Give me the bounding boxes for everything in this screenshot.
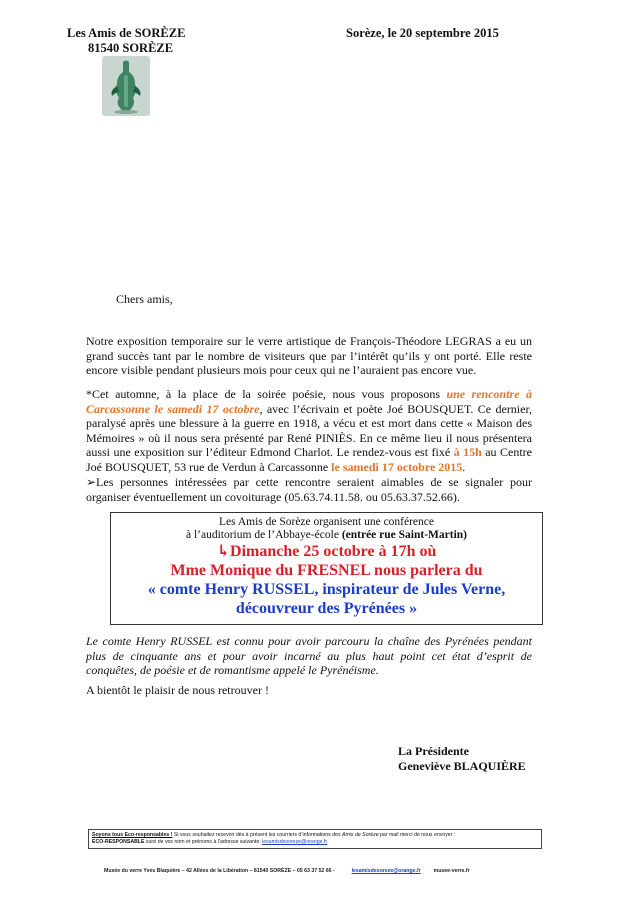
paragraph-exhibition: Notre exposition temporaire sur le verre artistique de François-Théodore LEGRAS a eu un grand succès tant par le nombre de visiteurs que par l’intérêt qu’ils y ont porté. Elle reste encore visible pendant plusieurs mois pour ceux qui ne l’auraient pas encore vue.: [86, 334, 532, 377]
eco-keyword: ECO-RESPONSABLE: [92, 839, 145, 845]
footer-website[interactable]: musee-verre.fr: [433, 868, 470, 874]
glass-vase-logo: [102, 56, 150, 116]
paragraph-text: *Cet automne, à la place de la soirée poésie, nous vous proposons: [86, 387, 447, 401]
venue-entrance: (entrée rue Saint-Martin): [341, 529, 467, 541]
conference-topic: « comte Henry RUSSEL, inspirateur de Jules Verne,: [147, 581, 506, 598]
paragraph-carcassonne: [86, 387, 532, 474]
arrow-icon: ↳: [216, 543, 231, 560]
conference-speaker: Mme Monique du FRESNEL nous parlera du: [170, 562, 483, 579]
conference-intro: Les Amis de Sorèze organisent une conférence: [218, 516, 434, 528]
paragraph-text: , avec l’écrivain et poète Joé BOUSQUET. Ce dernier, paralysé après une blessure à la guerre en 1918, a vécu et est mort dans cette « Maison des Mémoires » où il nous sera présenté par René PINIÈS. En ce même lieu il nous présentera aussi une exposition sur l’éditeur Edmond Charlot. Le rendez-vous est fixé: [86, 401, 532, 459]
signature-title: La Présidente: [398, 744, 469, 758]
conference-venue: [111, 529, 542, 542]
eco-text: suivi de vos nom et prénoms à l’adresse suivante:: [144, 839, 263, 845]
conference-date: [111, 542, 542, 561]
footer-address-line: [104, 868, 544, 875]
conference-date-text: Dimanche 25 octobre à 17h où: [230, 543, 437, 560]
eco-text: par mail merci de nous envoyer :: [378, 832, 456, 838]
glass-vase-icon: [102, 56, 150, 116]
footer-email-link[interactable]: lesamisdesoreze@orange.fr: [351, 868, 421, 874]
venue-text: à l’auditorium de l’Abbaye-école: [185, 529, 342, 541]
highlight-time: à 15h: [453, 445, 482, 459]
org-name: Les Amis de SORÈZE: [67, 26, 186, 40]
paragraph-text: .: [462, 459, 466, 474]
closing-line: A bientôt le plaisir de nous retrouver !: [86, 683, 269, 697]
eco-text: Si vous souhaitez recevoir dès à présent les courriers d’informations des: [172, 832, 342, 838]
eco-lead: Soyons tous Eco-responsables !: [92, 832, 173, 838]
highlight-rencontre: une rencontre à Carcassonne le samedi 17 octobre: [86, 387, 532, 416]
signature-name: Geneviève BLAQUIÈRE: [398, 759, 526, 773]
highlight-date: le samedi 17 octobre 2015: [331, 459, 463, 474]
paragraph-text: au Centre Joé BOUSQUET, 53 rue de Verdun à Carcassonne: [86, 445, 532, 474]
letter-date: Sorèze, le 20 septembre 2015: [346, 26, 499, 40]
greeting: Chers amis,: [116, 292, 173, 306]
paragraph-russel: Le comte Henry RUSSEL est connu pour avoir parcouru la chaîne des Pyrénées pendant plus de cinquante ans et pour avoir incarné au plus haut point cet état d’esprit de conquêtes, de poésie et de romantisme appelé le Pyrénéisme.: [86, 634, 532, 677]
conference-box: [110, 512, 543, 625]
eco-notice-box: [88, 829, 542, 849]
paragraph-carpool: ➢Les personnes intéressées par cette rencontre seraient aimables de se signaler pour organiser éventuellement un covoiturage (05.63.74.11.58. ou 05.63.37.52.66).: [86, 475, 532, 504]
footer-address: Musée du verre Yves Blaquière – 42 Allées de la Libération – 81540 SORÈZE – 05 63 37 52 66 -: [104, 868, 335, 874]
conference-topic-cont: découvreur des Pyrénées »: [235, 600, 418, 617]
org-postcode: 81540 SORÈZE: [88, 41, 174, 55]
eco-email-link[interactable]: lesamisdesoreze@orange.fr: [262, 839, 328, 845]
eco-org: Amis de Sorèze: [341, 832, 379, 838]
